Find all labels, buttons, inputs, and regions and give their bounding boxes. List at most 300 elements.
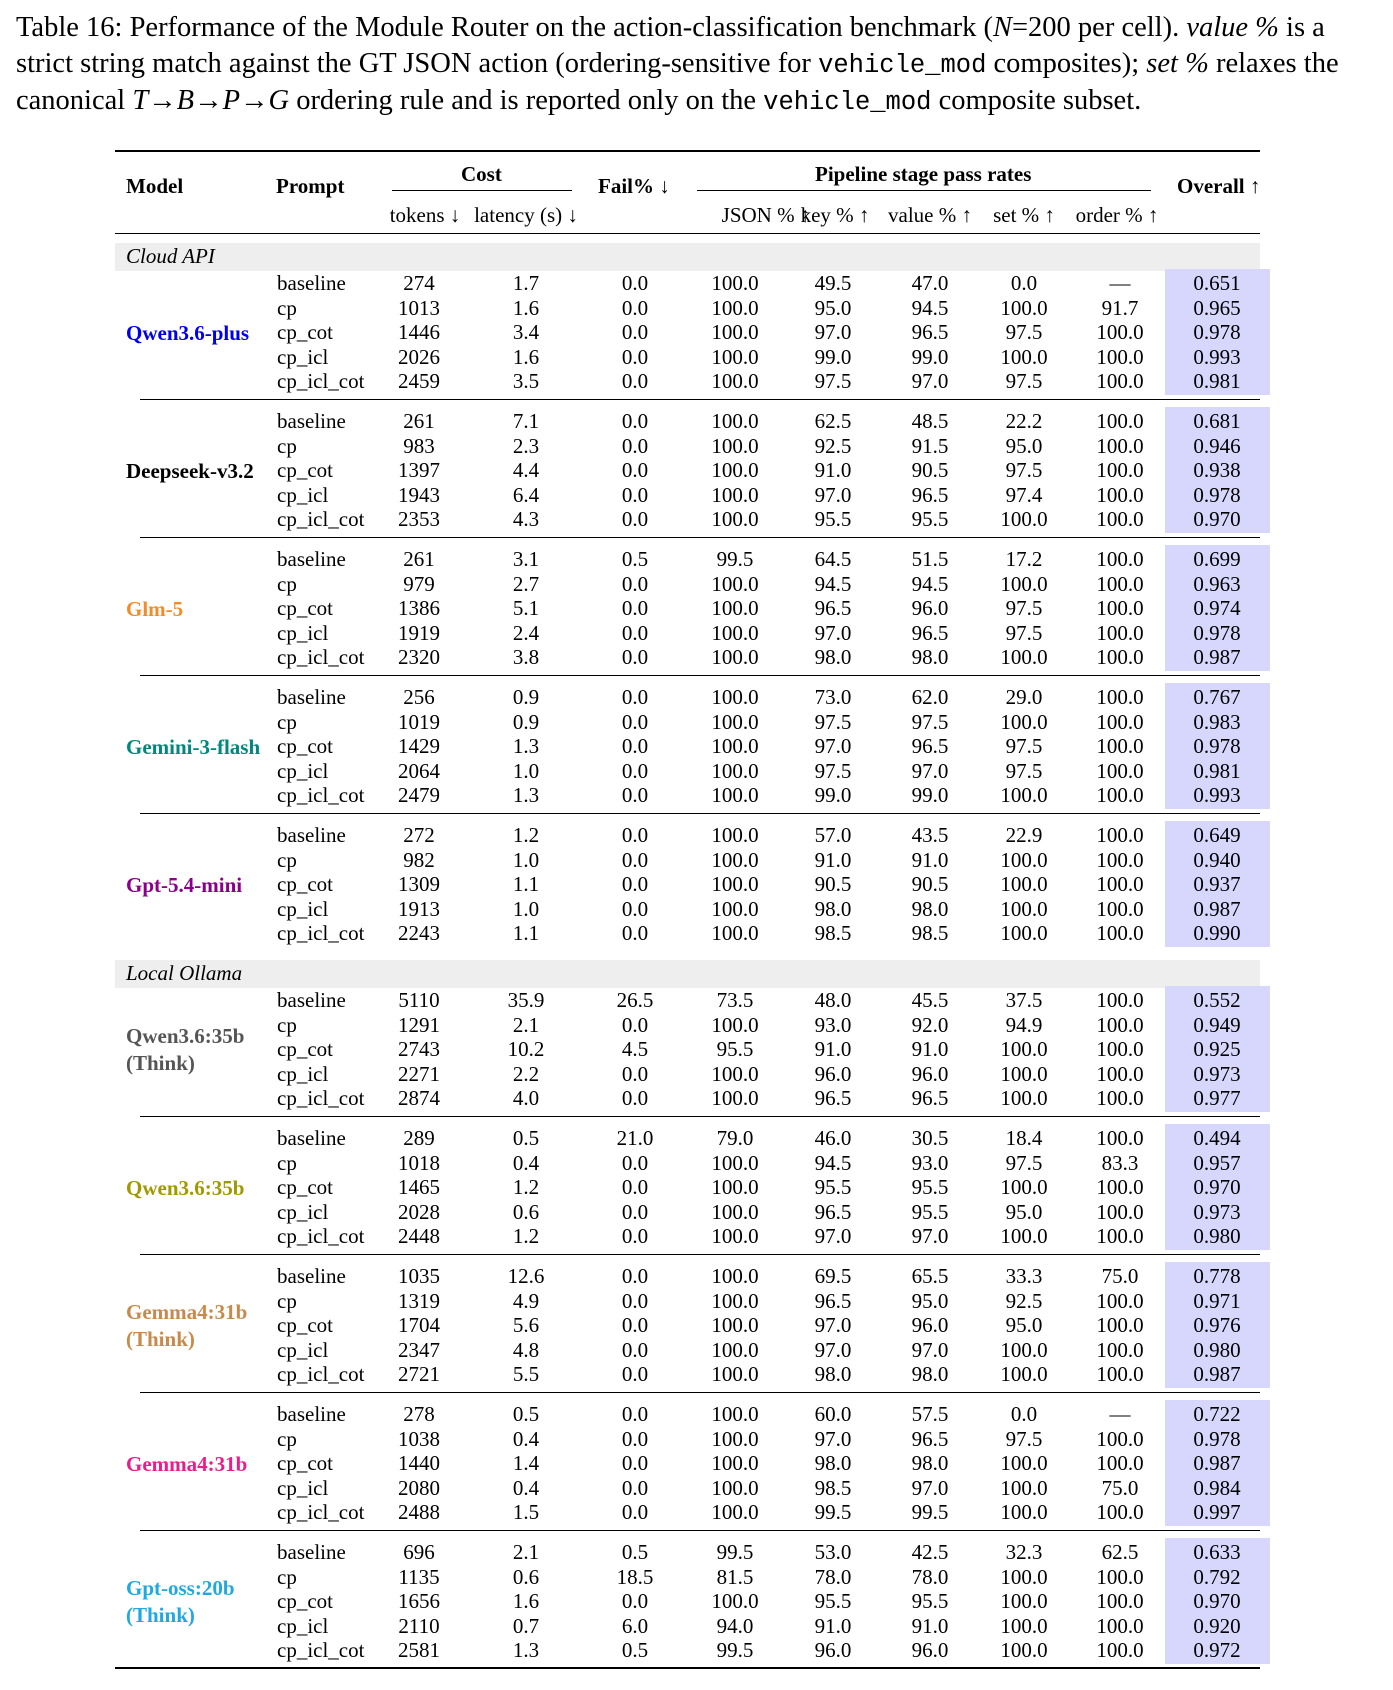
cell-prompt: cp_icl_cot xyxy=(277,369,365,393)
cell-json: 100.0 xyxy=(711,1288,759,1313)
cell-prompt: cp_cot xyxy=(277,1313,333,1337)
cell-overall: 0.925 xyxy=(1193,1037,1241,1061)
cell-latency: 1.6 xyxy=(512,1589,540,1613)
cell-order: 83.3 xyxy=(1101,1150,1139,1175)
cell-latency: 1.1 xyxy=(512,921,540,945)
cell-value: 96.0 xyxy=(911,1638,949,1662)
cell-json: 81.5 xyxy=(716,1564,754,1589)
cell-fail: 0.0 xyxy=(621,482,649,507)
cell-value: 92.0 xyxy=(911,1012,949,1037)
cell-key: 97.0 xyxy=(814,1224,852,1248)
cell-prompt: baseline xyxy=(277,409,346,433)
cell-value: 96.5 xyxy=(911,734,949,758)
cell-overall: 0.699 xyxy=(1193,547,1241,571)
cell-latency: 1.4 xyxy=(512,1451,540,1475)
cell-set: 100.0 xyxy=(1000,1086,1048,1110)
cell-overall: 0.981 xyxy=(1193,758,1241,783)
cell-value: 97.0 xyxy=(911,1224,949,1248)
cell-overall: 0.940 xyxy=(1193,847,1241,872)
cell-value: 96.5 xyxy=(911,1086,949,1110)
cell-latency: 6.4 xyxy=(512,482,540,507)
cell-set: 100.0 xyxy=(1000,1589,1048,1613)
cell-tokens: 274 xyxy=(403,271,435,295)
cell-order: 100.0 xyxy=(1096,458,1144,482)
cell-json: 100.0 xyxy=(711,1426,759,1451)
cell-fail: 0.5 xyxy=(621,547,649,571)
cell-json: 100.0 xyxy=(711,823,759,847)
model-name xyxy=(126,1575,235,1629)
cell-latency: 4.9 xyxy=(512,1288,540,1313)
model-name-line: Gpt-5.4-mini xyxy=(126,872,243,897)
cell-set: 100.0 xyxy=(1000,1638,1048,1662)
cell-order: 100.0 xyxy=(1096,571,1144,596)
cell-key: 97.5 xyxy=(814,709,852,734)
cell-prompt: cp xyxy=(277,709,297,734)
cell-set: 100.0 xyxy=(1000,344,1048,369)
cell-fail: 0.0 xyxy=(621,1288,649,1313)
cell-prompt: cp_cot xyxy=(277,320,333,344)
cell-json: 100.0 xyxy=(711,1061,759,1086)
caption-text: is a strict string match against the GT JSON action (ordering-sensitive for xyxy=(16,12,1325,79)
cell-set: 100.0 xyxy=(1000,507,1048,531)
cell-overall: 0.981 xyxy=(1193,369,1241,393)
cell-order: 100.0 xyxy=(1096,369,1144,393)
cell-tokens: 1035 xyxy=(398,1264,440,1288)
cell-key: 96.5 xyxy=(814,1199,852,1224)
cell-tokens: 1018 xyxy=(398,1150,440,1175)
cell-set: 100.0 xyxy=(1000,1175,1048,1199)
cell-json: 73.5 xyxy=(716,988,754,1012)
group-rule xyxy=(140,399,1260,400)
cell-set: 100.0 xyxy=(1000,1037,1048,1061)
cell-tokens: 1429 xyxy=(398,734,440,758)
cell-prompt: cp xyxy=(277,847,297,872)
cell-latency: 2.7 xyxy=(512,571,540,596)
caption-text: relaxes the canonical xyxy=(16,47,1339,116)
cell-key: 96.0 xyxy=(814,1638,852,1662)
cell-set: 97.5 xyxy=(1005,458,1043,482)
subhead-latency: latency (s) ↓ xyxy=(474,203,578,227)
cell-key: 53.0 xyxy=(814,1540,852,1564)
cell-fail: 0.0 xyxy=(621,271,649,295)
cell-fail: 0.0 xyxy=(621,896,649,921)
cell-order: 100.0 xyxy=(1096,320,1144,344)
cell-key: 97.0 xyxy=(814,620,852,645)
cell-prompt: cp_icl xyxy=(277,758,329,783)
cell-fail: 0.0 xyxy=(621,1500,649,1524)
cell-json: 100.0 xyxy=(711,344,759,369)
cell-overall: 0.970 xyxy=(1193,1175,1241,1199)
cell-key: 96.5 xyxy=(814,1086,852,1110)
cell-json: 99.5 xyxy=(716,1540,754,1564)
cell-tokens: 2026 xyxy=(398,344,440,369)
cell-set: 37.5 xyxy=(1005,988,1043,1012)
cell-set: 97.5 xyxy=(1005,596,1043,620)
model-name-line: Qwen3.6-plus xyxy=(126,320,250,345)
cell-set: 97.5 xyxy=(1005,758,1043,783)
cell-latency: 1.6 xyxy=(512,295,540,320)
cell-key: 97.0 xyxy=(814,320,852,344)
cell-fail: 0.0 xyxy=(621,1426,649,1451)
cell-value: 99.0 xyxy=(911,344,949,369)
header-overall: Overall ↑ xyxy=(1177,174,1261,198)
cell-json: 100.0 xyxy=(711,1451,759,1475)
cell-set: 100.0 xyxy=(1000,921,1048,945)
cell-key: 98.0 xyxy=(814,1451,852,1475)
cell-json: 99.5 xyxy=(716,1638,754,1662)
model-name-line: Gemma4:31b xyxy=(126,1300,248,1325)
cell-key: 91.0 xyxy=(814,1613,852,1638)
caption-code: vehicle_mod xyxy=(818,50,987,80)
cell-prompt: cp xyxy=(277,1564,297,1589)
cell-latency: 4.3 xyxy=(512,507,540,531)
cell-set: 33.3 xyxy=(1005,1264,1043,1288)
cell-latency: 1.7 xyxy=(512,271,540,295)
cell-fail: 0.0 xyxy=(621,872,649,896)
cell-fail: 0.0 xyxy=(621,1264,649,1288)
cell-fail: 0.0 xyxy=(621,409,649,433)
cell-latency: 0.6 xyxy=(512,1199,540,1224)
cell-overall: 0.970 xyxy=(1193,507,1241,531)
model-name-line: Qwen3.6:35b xyxy=(126,1024,245,1049)
group-rule xyxy=(140,1392,1260,1393)
cell-overall: 0.937 xyxy=(1193,872,1241,896)
cell-fail: 0.0 xyxy=(621,758,649,783)
cell-prompt: cp_icl_cot xyxy=(277,921,365,945)
cell-json: 100.0 xyxy=(711,369,759,393)
cell-fail: 0.0 xyxy=(621,1150,649,1175)
cell-key: 97.0 xyxy=(814,482,852,507)
cell-value: 97.0 xyxy=(911,758,949,783)
cell-fail: 0.0 xyxy=(621,1199,649,1224)
cell-fail: 0.0 xyxy=(621,344,649,369)
model-name-line: Gpt-oss:20b xyxy=(126,1576,235,1601)
cell-set: 100.0 xyxy=(1000,847,1048,872)
model-name xyxy=(126,872,242,899)
cell-prompt: cp_icl_cot xyxy=(277,645,365,669)
cell-order: 100.0 xyxy=(1096,1061,1144,1086)
cell-latency: 1.0 xyxy=(512,896,540,921)
cell-overall: 0.978 xyxy=(1193,320,1241,344)
cell-prompt: cp_icl_cot xyxy=(277,1224,365,1248)
cell-prompt: cp_cot xyxy=(277,458,333,482)
cell-set: 100.0 xyxy=(1000,1224,1048,1248)
cell-prompt: baseline xyxy=(277,1126,346,1150)
cell-tokens: 982 xyxy=(403,847,435,872)
cell-order: 100.0 xyxy=(1096,1126,1144,1150)
cell-prompt: cp_icl xyxy=(277,620,329,645)
cell-value: 96.5 xyxy=(911,620,949,645)
caption-text: =200 per cell). xyxy=(1011,12,1187,43)
cell-fail: 0.0 xyxy=(621,1589,649,1613)
cell-order: 100.0 xyxy=(1096,988,1144,1012)
cell-overall: 0.977 xyxy=(1193,1086,1241,1110)
cell-overall: 0.778 xyxy=(1193,1264,1241,1288)
cell-tokens: 1319 xyxy=(398,1288,440,1313)
cell-tokens: 2271 xyxy=(398,1061,440,1086)
cell-prompt: baseline xyxy=(277,547,346,571)
cell-prompt: baseline xyxy=(277,988,346,1012)
cell-order: 100.0 xyxy=(1096,1589,1144,1613)
cell-prompt: baseline xyxy=(277,1264,346,1288)
cell-json: 100.0 xyxy=(711,507,759,531)
cell-order: 100.0 xyxy=(1096,758,1144,783)
cell-set: 0.0 xyxy=(1010,271,1038,295)
cell-key: 99.0 xyxy=(814,783,852,807)
cell-fail: 0.0 xyxy=(621,1224,649,1248)
model-name-line: (Think) xyxy=(126,1051,195,1076)
subhead-json: JSON % ↑ xyxy=(721,203,811,227)
cell-key: 97.0 xyxy=(814,734,852,758)
model-name xyxy=(126,596,183,623)
cell-overall: 0.722 xyxy=(1193,1402,1241,1426)
cell-set: 17.2 xyxy=(1005,547,1043,571)
cell-order: 100.0 xyxy=(1096,1564,1144,1589)
cell-order: 100.0 xyxy=(1096,1451,1144,1475)
cell-json: 100.0 xyxy=(711,1475,759,1500)
cell-json: 100.0 xyxy=(711,872,759,896)
cell-tokens: 2028 xyxy=(398,1199,440,1224)
cell-order: — xyxy=(1109,271,1131,295)
cell-json: 100.0 xyxy=(711,1012,759,1037)
cell-set: 100.0 xyxy=(1000,1061,1048,1086)
cell-prompt: cp_icl_cot xyxy=(277,1086,365,1110)
cell-prompt: cp_icl xyxy=(277,896,329,921)
cell-fail: 0.0 xyxy=(621,921,649,945)
cell-fail: 0.0 xyxy=(621,685,649,709)
cell-tokens: 2243 xyxy=(398,921,440,945)
cell-value: 91.0 xyxy=(911,1613,949,1638)
cell-value: 97.5 xyxy=(911,709,949,734)
cell-value: 97.0 xyxy=(911,1337,949,1362)
cell-overall: 0.970 xyxy=(1193,1589,1241,1613)
caption-table-label: Table 16: xyxy=(16,12,123,43)
cell-set: 100.0 xyxy=(1000,1451,1048,1475)
cell-set: 97.5 xyxy=(1005,369,1043,393)
header-rule xyxy=(115,233,1260,234)
cell-key: 99.0 xyxy=(814,344,852,369)
cell-tokens: 289 xyxy=(403,1126,435,1150)
cell-set: 97.5 xyxy=(1005,320,1043,344)
cell-value: 97.0 xyxy=(911,369,949,393)
cell-overall: 0.938 xyxy=(1193,458,1241,482)
cell-value: 90.5 xyxy=(911,458,949,482)
cell-latency: 1.3 xyxy=(512,783,540,807)
cell-latency: 5.5 xyxy=(512,1362,540,1386)
cell-tokens: 2479 xyxy=(398,783,440,807)
cell-order: 100.0 xyxy=(1096,1337,1144,1362)
cell-prompt: baseline xyxy=(277,271,346,295)
cell-key: 90.5 xyxy=(814,872,852,896)
model-name-line: Gemini-3-flash xyxy=(126,734,261,759)
cell-prompt: cp_icl xyxy=(277,482,329,507)
cell-tokens: 272 xyxy=(403,823,435,847)
cell-value: 42.5 xyxy=(911,1540,949,1564)
cell-prompt: baseline xyxy=(277,1402,346,1426)
cell-set: 100.0 xyxy=(1000,1362,1048,1386)
cell-overall: 0.987 xyxy=(1193,1451,1241,1475)
cell-value: 96.0 xyxy=(911,1061,949,1086)
cell-json: 100.0 xyxy=(711,921,759,945)
cell-order: 91.7 xyxy=(1101,295,1139,320)
cell-overall: 0.767 xyxy=(1193,685,1241,709)
cell-set: 29.0 xyxy=(1005,685,1043,709)
cell-tokens: 979 xyxy=(403,571,435,596)
cell-key: 91.0 xyxy=(814,1037,852,1061)
cell-order: 100.0 xyxy=(1096,783,1144,807)
cell-json: 100.0 xyxy=(711,295,759,320)
cell-overall: 0.681 xyxy=(1193,409,1241,433)
cell-prompt: cp_cot xyxy=(277,1037,333,1061)
cell-key: 91.0 xyxy=(814,458,852,482)
cell-order: 100.0 xyxy=(1096,507,1144,531)
cell-tokens: 696 xyxy=(403,1540,435,1564)
cell-overall: 0.978 xyxy=(1193,620,1241,645)
cell-order: 100.0 xyxy=(1096,872,1144,896)
cell-overall: 0.792 xyxy=(1193,1564,1241,1589)
cell-json: 100.0 xyxy=(711,1362,759,1386)
cell-json: 100.0 xyxy=(711,847,759,872)
cell-prompt: cp_cot xyxy=(277,734,333,758)
cell-key: 98.0 xyxy=(814,645,852,669)
cell-key: 96.5 xyxy=(814,596,852,620)
cell-latency: 0.5 xyxy=(512,1402,540,1426)
cell-overall: 0.978 xyxy=(1193,734,1241,758)
cell-key: 95.0 xyxy=(814,295,852,320)
cell-order: 100.0 xyxy=(1096,1175,1144,1199)
group-rule xyxy=(140,813,1260,814)
cell-key: 94.5 xyxy=(814,571,852,596)
cell-set: 100.0 xyxy=(1000,1475,1048,1500)
cell-overall: 0.973 xyxy=(1193,1061,1241,1086)
cell-overall: 0.972 xyxy=(1193,1638,1241,1662)
cell-set: 94.9 xyxy=(1005,1012,1043,1037)
cell-set: 97.4 xyxy=(1005,482,1043,507)
cell-latency: 2.3 xyxy=(512,433,540,458)
cell-latency: 2.2 xyxy=(512,1061,540,1086)
cell-value: 95.0 xyxy=(911,1288,949,1313)
cell-overall: 0.990 xyxy=(1193,921,1241,945)
cell-set: 100.0 xyxy=(1000,571,1048,596)
cell-overall: 0.997 xyxy=(1193,1500,1241,1524)
cell-order: 100.0 xyxy=(1096,823,1144,847)
caption-text: composite subset. xyxy=(931,85,1142,116)
model-name xyxy=(126,1299,247,1353)
cell-tokens: 1919 xyxy=(398,620,440,645)
cell-key: 95.5 xyxy=(814,507,852,531)
subhead-value: value % ↑ xyxy=(888,203,972,227)
cell-prompt: cp_icl xyxy=(277,1613,329,1638)
cell-prompt: baseline xyxy=(277,685,346,709)
cell-json: 100.0 xyxy=(711,1313,759,1337)
cell-overall: 0.651 xyxy=(1193,271,1241,295)
section-label: Cloud API xyxy=(126,244,215,268)
caption-text: ordering rule and is reported only on the xyxy=(289,85,764,116)
cell-key: 96.0 xyxy=(814,1061,852,1086)
cell-value: 90.5 xyxy=(911,872,949,896)
cell-tokens: 983 xyxy=(403,433,435,458)
cell-json: 100.0 xyxy=(711,596,759,620)
cell-overall: 0.971 xyxy=(1193,1288,1241,1313)
cell-set: 100.0 xyxy=(1000,709,1048,734)
cell-set: 100.0 xyxy=(1000,295,1048,320)
cell-latency: 1.3 xyxy=(512,734,540,758)
cell-fail: 0.5 xyxy=(621,1638,649,1662)
cell-latency: 0.4 xyxy=(512,1475,540,1500)
cell-order: 100.0 xyxy=(1096,344,1144,369)
cell-set: 97.5 xyxy=(1005,620,1043,645)
cell-fail: 0.5 xyxy=(621,1540,649,1564)
cell-fail: 0.0 xyxy=(621,1175,649,1199)
cell-latency: 0.9 xyxy=(512,709,540,734)
cell-tokens: 2874 xyxy=(398,1086,440,1110)
cell-key: 95.5 xyxy=(814,1175,852,1199)
cell-value: 78.0 xyxy=(911,1564,949,1589)
cell-latency: 4.8 xyxy=(512,1337,540,1362)
model-name-line: Glm-5 xyxy=(126,596,184,621)
cell-set: 97.5 xyxy=(1005,734,1043,758)
cell-value: 30.5 xyxy=(911,1126,949,1150)
group-rule xyxy=(140,537,1260,538)
cost-cmidrule xyxy=(392,190,572,191)
cell-latency: 1.0 xyxy=(512,847,540,872)
cell-fail: 0.0 xyxy=(621,320,649,344)
cell-key: 73.0 xyxy=(814,685,852,709)
cell-value: 91.0 xyxy=(911,1037,949,1061)
cell-key: 97.0 xyxy=(814,1313,852,1337)
cell-fail: 0.0 xyxy=(621,1402,649,1426)
cell-latency: 0.4 xyxy=(512,1426,540,1451)
cell-overall: 0.993 xyxy=(1193,344,1241,369)
cell-order: 100.0 xyxy=(1096,1638,1144,1662)
cell-latency: 5.6 xyxy=(512,1313,540,1337)
model-name xyxy=(126,1451,247,1478)
cell-fail: 21.0 xyxy=(616,1126,654,1150)
group-rule xyxy=(140,675,1260,676)
cell-json: 100.0 xyxy=(711,709,759,734)
cell-tokens: 2064 xyxy=(398,758,440,783)
cell-json: 100.0 xyxy=(711,645,759,669)
cell-tokens: 1440 xyxy=(398,1451,440,1475)
cell-value: 98.0 xyxy=(911,645,949,669)
cell-prompt: cp_icl xyxy=(277,344,329,369)
cell-latency: 1.2 xyxy=(512,1224,540,1248)
cell-json: 100.0 xyxy=(711,1175,759,1199)
cell-prompt: cp xyxy=(277,433,297,458)
cell-key: 98.0 xyxy=(814,896,852,921)
cell-json: 100.0 xyxy=(711,271,759,295)
cell-set: 100.0 xyxy=(1000,872,1048,896)
cell-tokens: 2581 xyxy=(398,1638,440,1662)
cell-overall: 0.973 xyxy=(1193,1199,1241,1224)
cell-tokens: 2353 xyxy=(398,507,440,531)
cell-fail: 6.0 xyxy=(621,1613,649,1638)
cell-tokens: 261 xyxy=(403,409,435,433)
cell-value: 95.5 xyxy=(911,1199,949,1224)
cell-tokens: 278 xyxy=(403,1402,435,1426)
cell-tokens: 1038 xyxy=(398,1426,440,1451)
cell-fail: 0.0 xyxy=(621,596,649,620)
cell-order: 100.0 xyxy=(1096,709,1144,734)
model-name-line: Deepseek-v3.2 xyxy=(126,458,254,483)
cell-latency: 3.1 xyxy=(512,547,540,571)
model-name-line: (Think) xyxy=(126,1603,195,1628)
cell-order: 100.0 xyxy=(1096,620,1144,645)
cell-value: 95.5 xyxy=(911,1589,949,1613)
cell-latency: 3.8 xyxy=(512,645,540,669)
model-name xyxy=(126,734,260,761)
cell-key: 97.5 xyxy=(814,758,852,783)
